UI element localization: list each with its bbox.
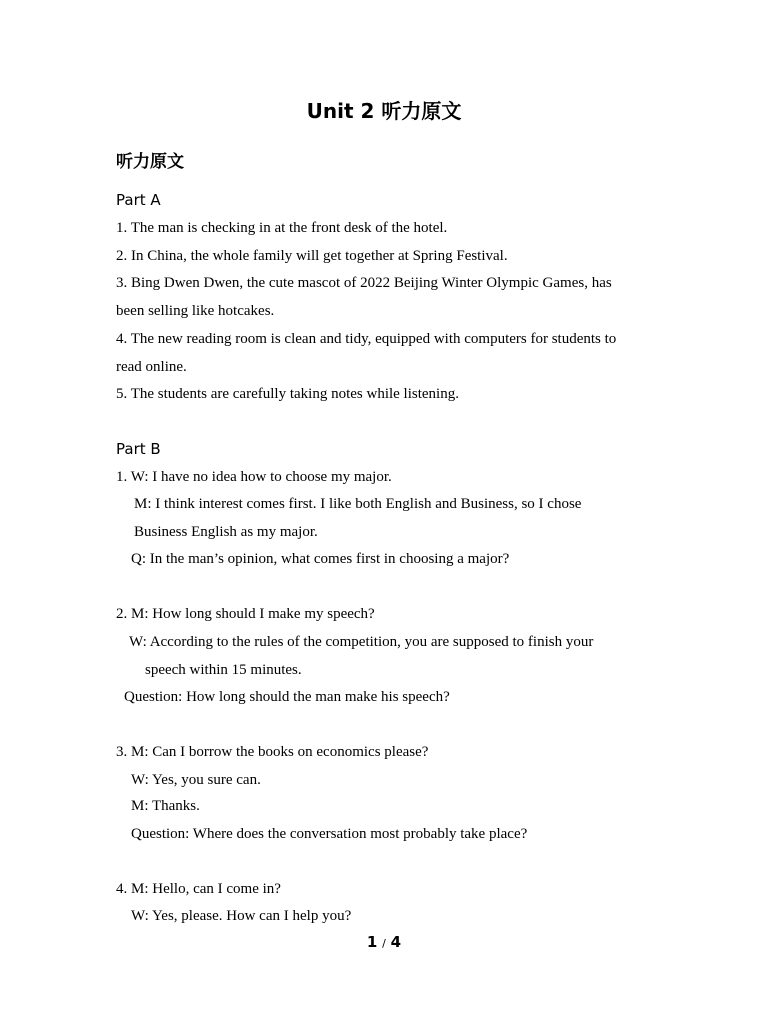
part-b-line: M: I think interest comes first. I like both English and Business, so I chose	[134, 496, 582, 512]
part-a-heading: Part A	[116, 191, 161, 209]
part-b-line: Business English as my major.	[134, 524, 318, 540]
part-a-line: read online.	[116, 359, 187, 375]
part-b-line: 3. M: Can I borrow the books on economics please?	[116, 744, 429, 760]
part-a-line: 3. Bing Dwen Dwen, the cute mascot of 2022 Beijing Winter Olympic Games, has	[116, 275, 612, 291]
page-separator: /	[382, 937, 386, 950]
page-current: 1	[366, 933, 378, 951]
part-a-line: 5. The students are carefully taking notes while listening.	[116, 386, 459, 402]
page-total: 4	[390, 933, 402, 951]
part-a-line: 1. The man is checking in at the front desk of the hotel.	[116, 220, 448, 236]
part-b-line: Question: How long should the man make his speech?	[124, 689, 450, 705]
page-number	[0, 932, 768, 954]
part-b-line: speech within 15 minutes.	[145, 662, 302, 678]
part-b-line: Q: In the man’s opinion, what comes first in choosing a major?	[131, 551, 510, 567]
part-b-line: Question: Where does the conversation most probably take place?	[131, 826, 528, 842]
part-a-line: 2. In China, the whole family will get together at Spring Festival.	[116, 248, 508, 264]
section-heading: 听力原文	[116, 152, 184, 172]
part-b-line: 2. M: How long should I make my speech?	[116, 606, 375, 622]
part-b-heading: Part B	[116, 440, 161, 458]
part-b-line: M: Thanks.	[131, 798, 200, 814]
part-a-line: been selling like hotcakes.	[116, 303, 275, 319]
document-title: Unit 2 听力原文	[306, 99, 462, 123]
part-a-line: 4. The new reading room is clean and tidy, equipped with computers for students to	[116, 331, 617, 347]
part-b-line: W: Yes, please. How can I help you?	[131, 908, 352, 924]
part-b-line: W: According to the rules of the competition, you are supposed to finish your	[129, 634, 594, 650]
part-b-line: 1. W: I have no idea how to choose my major.	[116, 469, 392, 485]
part-b-line: W: Yes, you sure can.	[131, 772, 261, 788]
part-b-line: 4. M: Hello, can I come in?	[116, 881, 281, 897]
